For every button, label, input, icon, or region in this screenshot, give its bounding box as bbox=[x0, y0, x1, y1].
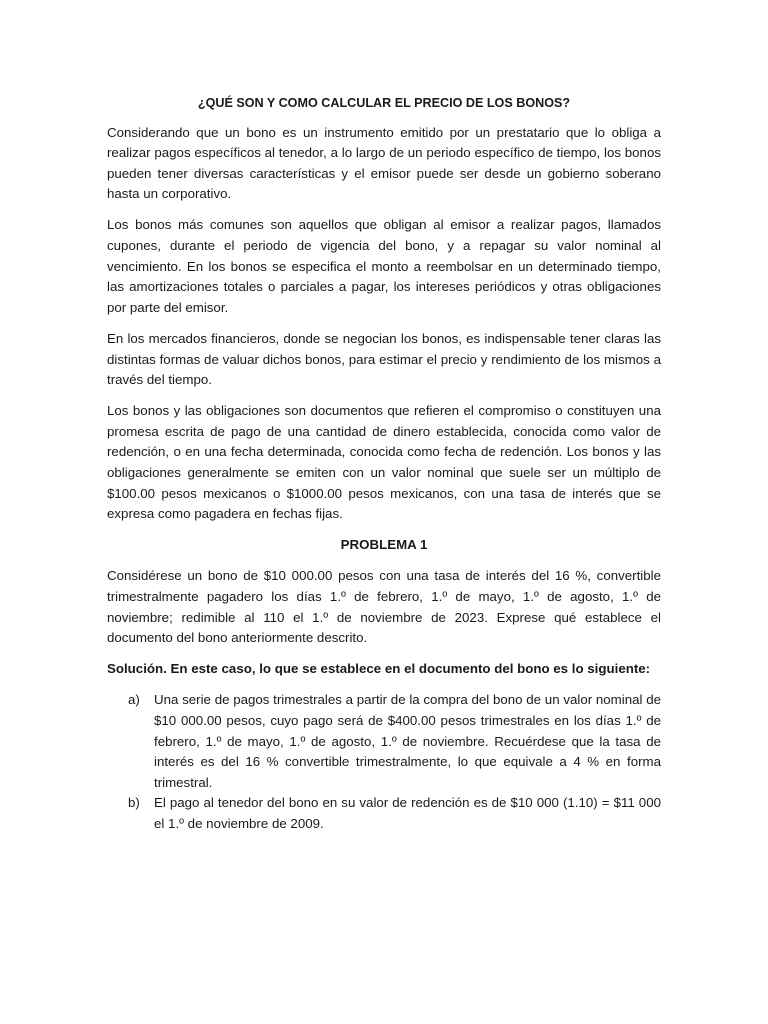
list-item-text: Una serie de pagos trimestrales a partir de la compra del bono de un valor nominal de $10 000.00 pesos, cuyo pago será de $400.00 pesos trimestrales en los días 1.º de febrero, 1.º de mayo, 1.º de agosto, 1.º de noviembre. Recuérdese que la tasa de interés es del 16 % convertible trimestralmente, lo que equivale a 4 % en forma trimestral. bbox=[154, 692, 661, 790]
list-marker: b) bbox=[128, 795, 140, 811]
problem-heading: PROBLEMA 1 bbox=[340, 537, 428, 553]
list-item bbox=[107, 690, 661, 793]
paragraph-common-bonds: Los bonos más comunes son aquellos que obligan al emisor a realizar pagos, llamados cupones, durante el periodo de vigencia del bono, y a repagar su valor nominal al vencimiento. En los bonos se especifica el monto a reembolsar en un determinado tiempo, las amortizaciones totales o parciales a pagar, los intereses periódicos y otras obligaciones por parte del emisor. bbox=[107, 217, 661, 315]
paragraph-bond-definition: Considerando que un bono es un instrumento emitido por un prestatario que lo obliga a realizar pagos específicos al tenedor, a lo largo de un periodo específico de tiempo, los bonos pueden tener diversas características y el emisor puede ser desde un gobierno soberano hasta un corporativo. bbox=[107, 124, 661, 202]
document-title: ¿QUÉ SON Y COMO CALCULAR EL PRECIO DE LOS BONOS? bbox=[197, 96, 571, 110]
paragraph-financial-markets: En los mercados financieros, donde se negocian los bonos, es indispensable tener claras las distintas formas de valuar dichos bonos, para estimar el precio y rendimiento de los mismos a través del tiempo. bbox=[107, 330, 661, 388]
problem-statement: Considérese un bono de $10 000.00 pesos con una tasa de interés del 16 %, convertible trimestralmente pagadero los días 1.º de febrero, 1.º de mayo, 1.º de agosto, 1.º de noviembre; redimible al 110 el 1.º de noviembre de 2023. Exprese qué establece el documento del bono anteriormente descrito. bbox=[107, 568, 661, 646]
solution-list bbox=[107, 690, 661, 834]
list-item bbox=[107, 793, 661, 834]
solution-label: Solución. En este caso, lo que se establece en el documento del bono es lo siguiente: bbox=[107, 661, 651, 677]
paragraph-bonds-obligations: Los bonos y las obligaciones son documentos que refieren el compromiso o constituyen una promesa escrita de pago de una cantidad de dinero establecida, conocida como valor de redención, o en una fecha determinada, conocida como fecha de redención. Los bonos y las obligaciones generalmente se emiten con un valor nominal que suele ser un múltiplo de $100.00 pesos mexicanos o $1000.00 pesos mexicanos, con una tasa de interés que se expresa como pagadera en fechas fijas. bbox=[107, 403, 661, 522]
document-page bbox=[107, 93, 661, 835]
list-marker: a) bbox=[128, 692, 140, 708]
list-item-text: El pago al tenedor del bono en su valor de redención es de $10 000 (1.10) = $11 000 el 1.º de noviembre de 2009. bbox=[154, 795, 661, 831]
